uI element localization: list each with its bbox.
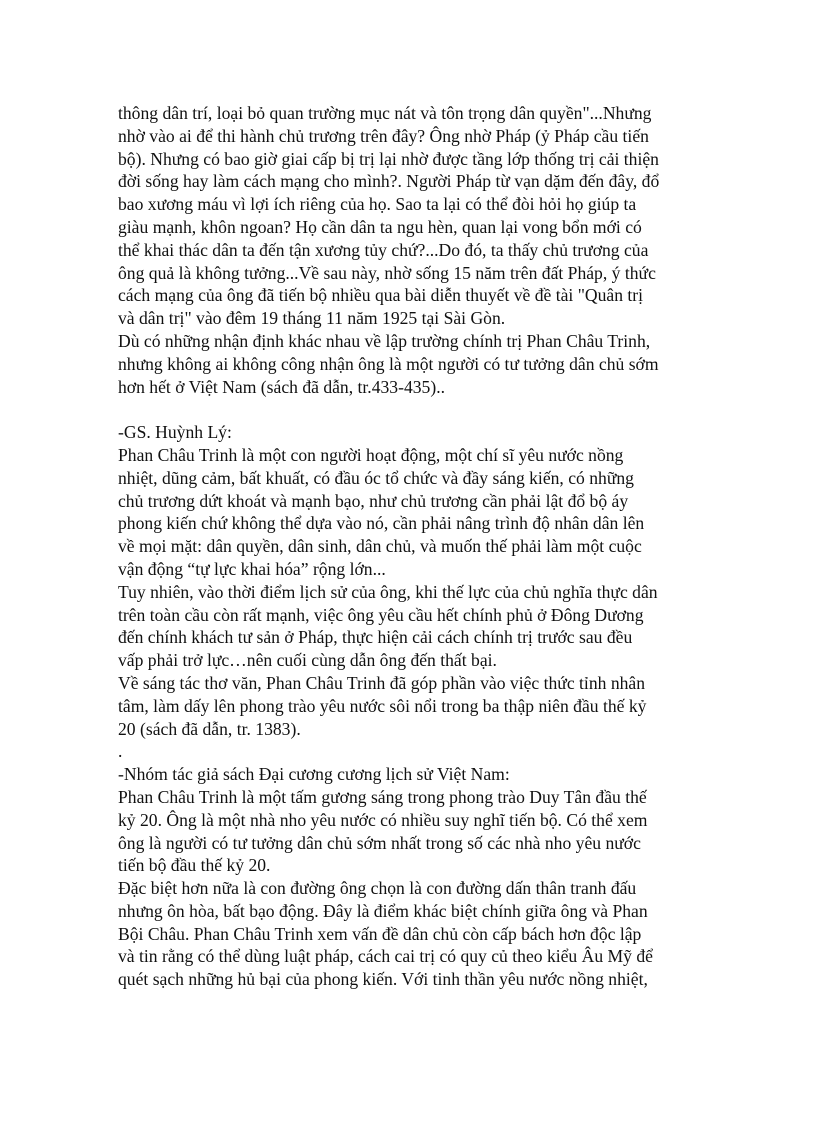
section-heading: -GS. Huỳnh Lý: [118, 422, 232, 443]
text-line: nhưng ôn hòa, bất bạo động. Đây là điểm khác biệt chính giữa ông và Phan [118, 900, 648, 921]
text-line: tiến bộ đầu thế kỷ 20. [118, 855, 271, 876]
text-line: phong kiến chứ không thể dựa vào nó, cần phải nâng trình độ nhân dân lên [118, 513, 645, 534]
text-line: hơn hết ở Việt Nam (sách đã dẫn, tr.433-435).. [118, 376, 445, 397]
text-line: nhiệt, dũng cảm, bất khuất, có đầu óc tổ chức và đầy sáng kiến, có những [118, 467, 634, 488]
text-line: tâm, làm dấy lên phong trào yêu nước sôi nổi trong ba thập niên đầu thế kỷ [118, 695, 647, 716]
text-line: ông quả là không tưởng...Về sau này, nhờ sống 15 năm trên đất Pháp, ý thức [118, 262, 656, 283]
text-line: trên toàn cầu còn rất mạnh, việc ông yêu cầu hết chính phủ ở Đông Dương [118, 604, 644, 625]
section-heading: -Nhóm tác giả sách Đại cương cương lịch sử Việt Nam: [118, 764, 510, 785]
text-line: bao xương máu vì lợi ích riêng của họ. Sao ta lại có thể đòi hỏi họ giúp ta [118, 194, 637, 215]
text-line: quét sạch những hủ bại của phong kiến. Với tinh thần yêu nước nồng nhiệt, [118, 969, 648, 990]
text-line: kỷ 20. Ông là một nhà nho yêu nước có nhiều suy nghĩ tiến bộ. Có thể xem [118, 809, 648, 830]
text-line: . [118, 741, 123, 762]
text-line: cách mạng của ông đã tiến bộ nhiều qua bài diễn thuyết về đề tài "Quân trị [118, 285, 644, 306]
text-line: vấp phải trở lực…nên cuối cùng dẫn ông đến thất bại. [118, 650, 497, 671]
text-line: và dân trị" vào đêm 19 tháng 11 năm 1925 tại Sài Gòn. [118, 308, 506, 329]
text-line: Về sáng tác thơ văn, Phan Châu Trinh đã góp phần vào việc thức tỉnh nhân [118, 672, 646, 693]
text-line: giàu mạnh, khôn ngoan? Họ cần dân ta ngu hèn, quan lại vong bổn mới có [118, 216, 642, 237]
text-line: chủ trương dứt khoát và mạnh bạo, như chủ trương cần phải lật đổ bộ áy [118, 490, 629, 511]
text-line: Đặc biệt hơn nữa là con đường ông chọn là con đường dấn thân tranh đấu [118, 878, 637, 899]
text-line: Tuy nhiên, vào thời điểm lịch sử của ông, khi thế lực của chủ nghĩa thực dân [118, 581, 658, 602]
document-page [118, 102, 708, 991]
blank-line [118, 398, 708, 421]
text-line: ông là người có tư tưởng dân chủ sớm nhất trong số các nhà nho yêu nước [118, 832, 641, 853]
text-line: đến chính khách tư sản ở Pháp, thực hiện cải cách chính trị trước sau đều [118, 627, 633, 648]
text-line: thể khai thác dân ta đến tận xương tủy chứ?...Do đó, ta thấy chủ trương của [118, 239, 649, 260]
text-line: Bội Châu. Phan Châu Trinh xem vấn đề dân chủ còn cấp bách hơn độc lập [118, 923, 642, 944]
text-line: nhưng không ai không công nhận ông là một người có tư tưởng dân chủ sớm [118, 353, 659, 374]
text-line: Dù có những nhận định khác nhau về lập trường chính trị Phan Châu Trinh, [118, 330, 651, 351]
text-line: nhờ vào ai để thi hành chủ trương trên đây? Ông nhờ Pháp (ỷ Pháp cầu tiến [118, 125, 649, 146]
text-line: 20 (sách đã dẫn, tr. 1383). [118, 718, 301, 739]
text-line: đời sống hay làm cách mạng cho mình?. Người Pháp từ vạn dặm đến đây, đổ [118, 171, 660, 192]
text-line: thông dân trí, loại bỏ quan trường mục nát và tôn trọng dân quyền"...Nhưng [118, 103, 652, 123]
text-line: Phan Châu Trinh là một con người hoạt động, một chí sĩ yêu nước nồng [118, 444, 624, 465]
text-line: vận động “tự lực khai hóa” rộng lớn... [118, 558, 386, 579]
text-line: bộ). Nhưng có bao giờ giai cấp bị trị lại nhờ được tầng lớp thống trị cải thiện [118, 148, 659, 169]
text-line: và tin rằng có thể dùng luật pháp, cách cai trị có quy củ theo kiểu Âu Mỹ để [118, 946, 653, 967]
text-line: Phan Châu Trinh là một tấm gương sáng trong phong trào Duy Tân đầu thế [118, 786, 647, 807]
text-line: về mọi mặt: dân quyền, dân sinh, dân chủ, và muốn thế phải làm một cuộc [118, 536, 642, 557]
